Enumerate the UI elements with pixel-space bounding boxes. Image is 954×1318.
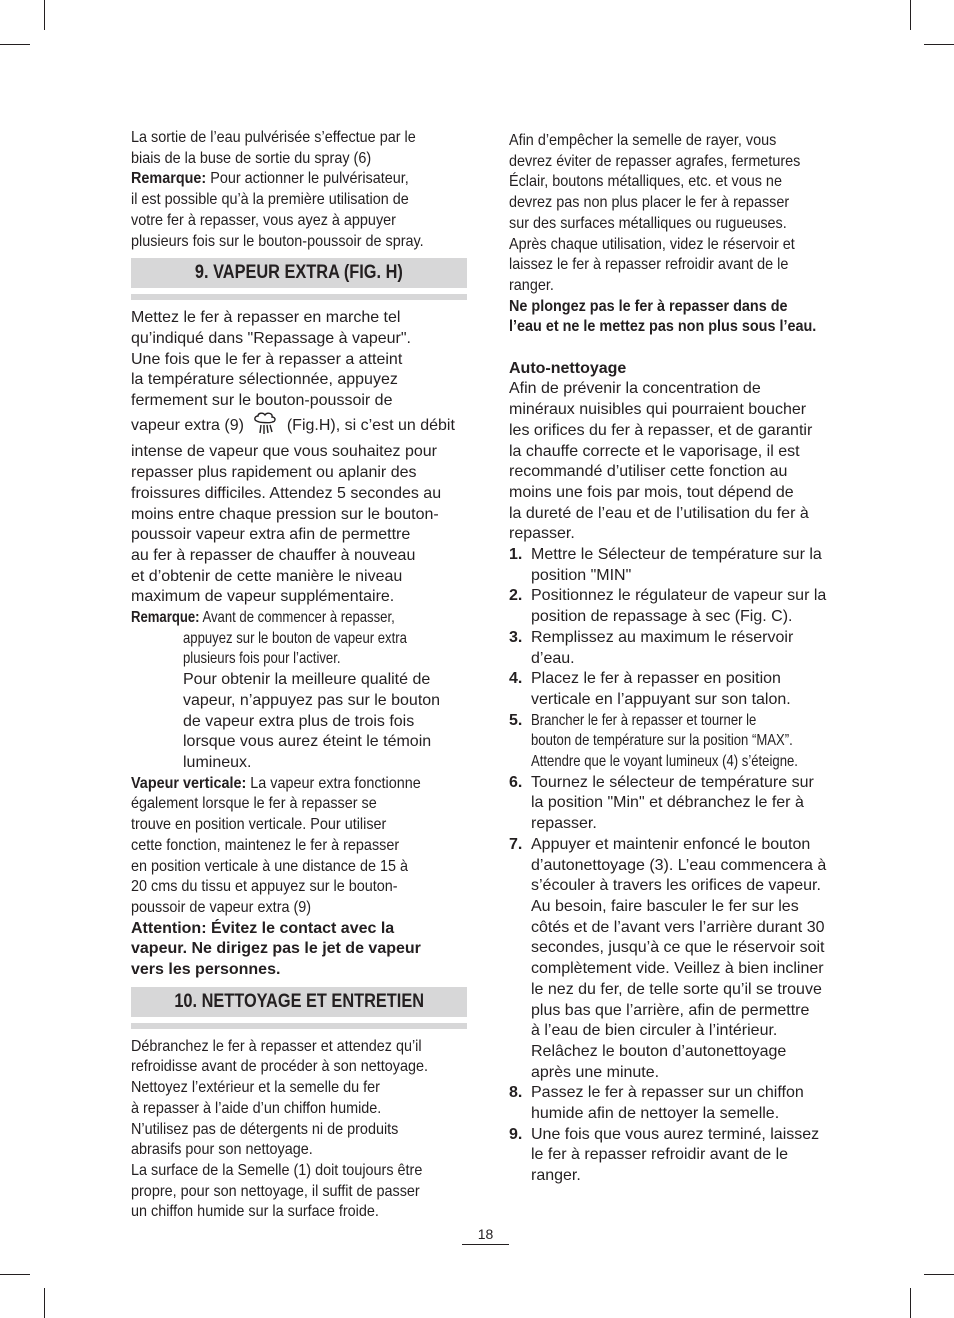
text-line: en position verticale à une distance de 15 à: [131, 857, 408, 875]
text-line: également lorsque le fer à repasser se: [131, 795, 377, 813]
text-line: poussoir vapeur extra afin de permettre: [131, 526, 411, 544]
text-line: secondes, jusqu’à ce que le réservoir soit: [531, 939, 825, 957]
crop-mark-top-right-h: [924, 44, 954, 45]
text-line: le fer à repasser refroidir avant de le: [531, 1146, 789, 1164]
semelle-paragraph: [509, 131, 849, 338]
text-line: la dureté de l’eau et de l’utilisation du fer à: [509, 504, 809, 522]
text-line: Brancher le fer à repasser et tourner le: [531, 711, 757, 729]
text-line: qu’indiqué dans "Repassage à vapeur".: [131, 329, 411, 347]
remark-label: Remarque:: [131, 609, 200, 627]
auto-cleaning-title: Auto-nettoyage: [509, 359, 627, 377]
list-item: [509, 1125, 849, 1187]
text-line: intense de vapeur que vous souhaitez pour: [131, 443, 437, 461]
attention-text: vapeur. Ne dirigez pas le jet de vapeur: [131, 940, 421, 958]
text-line: Relâchez le bouton d’autonettoyage: [531, 1042, 787, 1060]
text-line: lumineux.: [183, 753, 252, 771]
text-line: moins une fois par mois, tout dépend de: [509, 483, 794, 501]
step-number: 1.: [509, 546, 523, 564]
step-number: 9.: [509, 1125, 523, 1143]
text-line: Positionnez le régulateur de vapeur sur la: [531, 587, 827, 605]
step-number: 6.: [509, 773, 523, 791]
text-line: position de repassage à sec (Fig. C).: [531, 608, 793, 626]
text-line: lorsque vous aurez éteint le témoin: [183, 733, 432, 751]
text-line: plus bas que l’arrière, afin de permettre: [531, 1001, 810, 1019]
text-line: Une fois que le fer à repasser a atteint: [131, 350, 403, 368]
remark-label: Remarque:: [131, 170, 207, 188]
right-column: [509, 131, 849, 1187]
text-line: devrez éviter de repasser agrafes, fermetures: [509, 152, 801, 170]
text-line: vapeur, n’appuyez pas sur le bouton: [183, 691, 441, 709]
text-line: propre, pour son nettoyage, il suffit de passer: [131, 1182, 420, 1200]
step-number: 3.: [509, 628, 523, 646]
warning-text: l’eau et ne le mettez pas non plus sous l’eau.: [509, 318, 817, 336]
text-line: ranger.: [531, 1167, 581, 1185]
text-line: les orifices du fer à repasser, et de garantir: [509, 421, 813, 439]
crop-mark-bottom-right-h: [924, 1274, 954, 1275]
text-line: il est possible qu’à la première utilisation de: [131, 191, 409, 209]
text-line: au fer à repasser de chauffer à nouveau: [131, 546, 416, 564]
text-line: 20 cms du tissu et appuyez sur le bouton-: [131, 878, 398, 896]
crop-mark-top-left-v: [44, 0, 45, 30]
step-number: 5.: [509, 711, 523, 729]
text-line: repasser.: [509, 525, 575, 543]
text-line: bouton de température sur la position “MAX”.: [531, 732, 793, 750]
text-line: abrasifs pour son nettoyage.: [131, 1141, 313, 1159]
text-line: complètement vide. Veillez à bien incliner: [531, 960, 824, 978]
text-line: Placez le fer à repasser en position: [531, 670, 781, 688]
text-line: Afin de prévenir la concentration de: [509, 380, 761, 398]
text-line: position "MIN": [531, 566, 632, 584]
text-line: Nettoyez l’extérieur et la semelle du fer: [131, 1079, 380, 1097]
text-line: et d’obtenir de cette manière le niveau: [131, 567, 403, 585]
text-line: sur des surfaces métalliques ou rugueuses.: [509, 214, 787, 232]
text-line: N’utilisez pas de détergents ni de produits: [131, 1120, 399, 1138]
text-line: à repasser à l’aide d’un chiffon humide.: [131, 1099, 382, 1117]
text-line: après une minute.: [531, 1063, 660, 1081]
warning-text: Ne plongez pas le fer à repasser dans de: [509, 297, 788, 315]
text-line: laissez le fer à repasser refroidir avant de le: [509, 256, 789, 274]
step-number: 2.: [509, 587, 523, 605]
list-item: [509, 835, 849, 1083]
text-line: Tournez le sélecteur de température sur: [531, 773, 814, 791]
text-line: verticale en l’appuyant sur son talon.: [531, 690, 791, 708]
text-line: moins entre chaque pression sur le bouton-: [131, 505, 439, 523]
text-line: La surface de la Semelle (1) doit toujours être: [131, 1161, 423, 1179]
step-number: 4.: [509, 670, 523, 688]
section-9-heading: [131, 258, 467, 300]
text-line: plusieurs fois sur le bouton-poussoir de spray.: [131, 232, 424, 250]
text-line: un chiffon humide sur la surface froide.: [131, 1203, 379, 1221]
text-line: cette fonction, maintenez le fer à repasser: [131, 836, 400, 854]
text-line: à l’eau de bien circuler à l’intérieur.: [531, 1022, 778, 1040]
text-line: Appuyer et maintenir enfoncé le bouton: [531, 835, 811, 853]
crop-mark-top-left-h: [0, 44, 30, 45]
text-line: s’écouler à travers les orifices de vapeur.: [531, 877, 821, 895]
text-line: Pour obtenir la meilleure qualité de: [183, 671, 431, 689]
text-line: Après chaque utilisation, videz le réservoir et: [509, 235, 795, 253]
left-column: [131, 128, 467, 1223]
text-line: biais de la buse de sortie du spray (6): [131, 149, 372, 167]
text-line: repasser.: [531, 815, 597, 833]
text-line: Une fois que vous aurez terminé, laissez: [531, 1125, 820, 1143]
text-line: plusieurs fois pour l’activer.: [183, 650, 341, 668]
text-line: refroidisse avant de procéder à son nettoyage.: [131, 1058, 428, 1076]
text-line: Éclair, boutons métalliques, etc. et vous ne: [509, 173, 782, 191]
crop-mark-top-right-v: [910, 0, 911, 30]
attention-text: Attention: Évitez le contact avec la: [131, 919, 395, 937]
text-line: Au besoin, faire basculer le fer sur les: [531, 898, 799, 915]
text-line: Afin d’empêcher la semelle de rayer, vous: [509, 132, 777, 149]
text-line: humide afin de nettoyer la semelle.: [531, 1105, 780, 1123]
text-line: devrez pas non plus placer le fer à repasser: [509, 194, 790, 212]
text-line: appuyez sur le bouton de vapeur extra: [183, 629, 407, 647]
text-line: côtés et de l’avant vers l’arrière durant 30: [531, 918, 825, 936]
section-9-title: 9. VAPEUR EXTRA (FIG. H): [195, 262, 403, 284]
text-line: froissures difficiles. Attendez 5 secondes au: [131, 484, 442, 502]
crop-mark-bottom-right-v: [910, 1288, 911, 1318]
crop-mark-bottom-left-v: [44, 1288, 45, 1318]
text-line: la température sélectionnée, appuyez: [131, 371, 398, 389]
text-line: d’autonettoyage (3). L’eau commencera à: [531, 856, 827, 874]
heading-rule: [131, 294, 467, 300]
text-line: minéraux nuisibles qui pourraient boucher: [509, 401, 807, 419]
intro-paragraph: [131, 128, 467, 252]
text-line: recommandé d’utiliser cette fonction au: [509, 463, 788, 481]
list-item: [509, 669, 849, 710]
text-line: Débranchez le fer à repasser et attendez qu’il: [131, 1037, 422, 1055]
attention-text: vers les personnes.: [131, 961, 281, 979]
list-item: [509, 628, 849, 669]
text-line: Remplissez au maximum le réservoir: [531, 628, 794, 646]
page-number-rule: [462, 1244, 509, 1245]
text-line: trouve en position verticale. Pour utiliser: [131, 816, 387, 834]
text-line: Passez le fer à repasser sur un chiffon: [531, 1084, 804, 1102]
crop-mark-bottom-left-h: [0, 1274, 30, 1275]
section-10-title: 10. NETTOYAGE ET ENTRETIEN: [174, 990, 424, 1012]
step-number: 7.: [509, 835, 523, 853]
text-line: la position "Min" et débranchez le fer à: [531, 794, 804, 812]
text-line: maximum de vapeur supplémentaire.: [131, 588, 395, 606]
text-line: Mettre le Sélecteur de température sur la: [531, 546, 822, 564]
section-10-heading: [131, 987, 467, 1029]
text-line: fermement sur le bouton-poussoir de: [131, 392, 393, 410]
list-item: [509, 773, 849, 835]
vertical-steam-label: Vapeur verticale:: [131, 774, 247, 792]
list-item: [509, 586, 849, 627]
text-line: le nez du fer, de telle sorte qu’il se trouve: [531, 980, 822, 998]
heading-rule: [131, 1023, 467, 1029]
auto-cleaning-section: [509, 359, 849, 1187]
list-item: [509, 1083, 849, 1124]
text-line: (Fig.H), si c’est un débit: [286, 416, 455, 434]
text-line: repasser plus rapidement ou aplanir des: [131, 464, 417, 482]
text-line: Mettez le fer à repasser en marche tel: [131, 309, 401, 327]
text-line: Attendre que le voyant lumineux (4) s’éteigne.: [531, 753, 798, 771]
text-line: votre fer à repasser, vous ayez à appuyer: [131, 211, 396, 229]
cleaning-steps-list: [509, 545, 849, 1187]
text-line: ranger.: [509, 276, 554, 294]
section-10-body: [131, 1037, 467, 1223]
steam-burst-icon: [252, 412, 278, 443]
text-line: la chauffe correcte et le vaporisage, il est: [509, 442, 800, 460]
text-line: La vapeur extra fonctionne: [250, 774, 421, 792]
page-number: 18: [477, 1226, 494, 1242]
text-line: Avant de commencer à repasser,: [202, 609, 395, 627]
text-line: Pour actionner le pulvérisateur,: [210, 170, 409, 188]
step-number: 8.: [509, 1084, 523, 1102]
text-line: de vapeur extra plus de trois fois: [183, 712, 415, 730]
section-9-body: [131, 308, 467, 981]
list-item: [509, 545, 849, 586]
text-line: poussoir de vapeur extra (9): [131, 898, 312, 916]
text-line: La sortie de l’eau pulvérisée s’effectue par le: [131, 129, 416, 146]
text-line: d’eau.: [531, 649, 575, 667]
text-line: vapeur extra (9): [131, 416, 244, 434]
list-item: [509, 711, 849, 773]
